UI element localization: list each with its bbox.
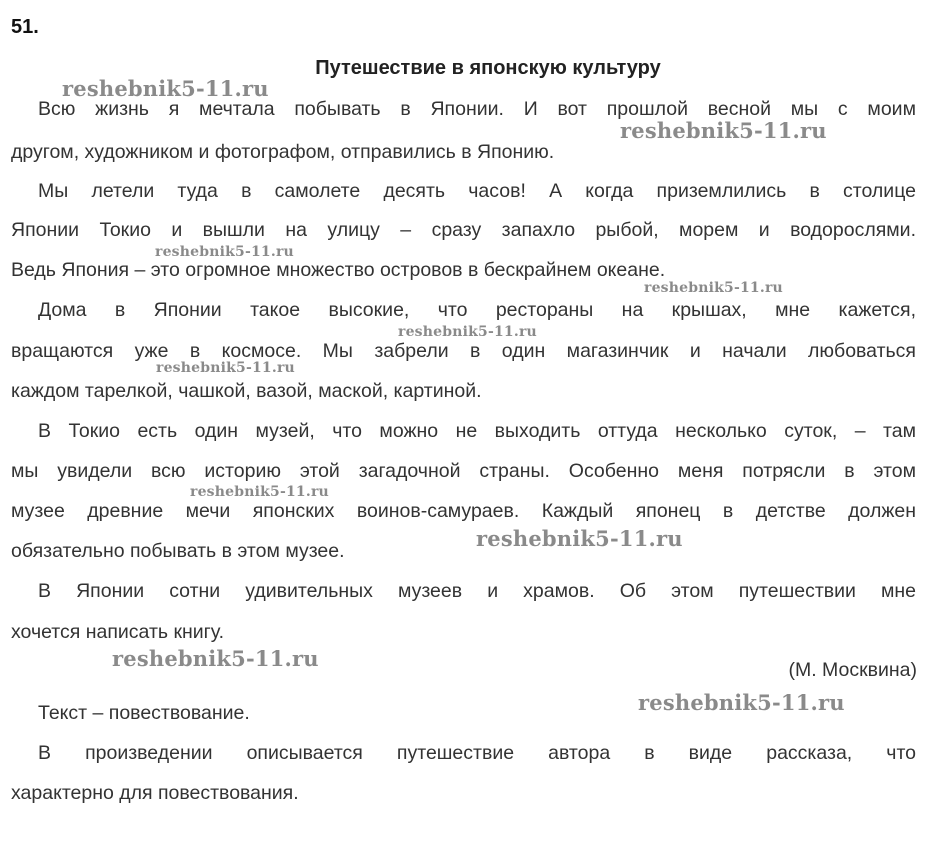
text-line: Дома в Японии такое высокие, что рестораны на крышах, мне кажется,	[38, 299, 916, 321]
text-line: вращаются уже в космосе. Мы забрели в один магазинчик и начали любоваться	[11, 340, 916, 362]
watermark: reshebnik5-11.ru	[476, 526, 683, 551]
exercise-number: 51.	[11, 16, 39, 38]
watermark: reshebnik5-11.ru	[155, 244, 294, 260]
text-line: хочется написать книгу.	[11, 621, 225, 643]
text-line: В Токио есть один музей, что можно не выходить оттуда несколько суток, – там	[38, 420, 916, 442]
author-attribution: (М. Москвина)	[788, 659, 917, 681]
text-title: Путешествие в японскую культуру	[315, 57, 661, 79]
answer-line: В произведении описывается путешествие автора в виде рассказа, что	[38, 742, 916, 764]
watermark: reshebnik5-11.ru	[190, 484, 329, 500]
text-line: мы увидели всю историю этой загадочной страны. Особенно меня потрясли в этом	[11, 460, 916, 482]
watermark: reshebnik5-11.ru	[398, 324, 537, 340]
watermark: reshebnik5-11.ru	[620, 118, 827, 143]
text-line: музее древние мечи японских воинов-самураев. Каждый японец в детстве должен	[11, 500, 916, 522]
watermark: reshebnik5-11.ru	[644, 280, 783, 296]
watermark: reshebnik5-11.ru	[112, 646, 319, 671]
watermark: reshebnik5-11.ru	[62, 76, 269, 101]
text-line: Ведь Япония – это огромное множество островов в бескрайнем океане.	[11, 259, 666, 281]
answer-line: характерно для повествования.	[11, 782, 299, 804]
text-line: другом, художником и фотографом, отправились в Японию.	[11, 141, 555, 163]
watermark: reshebnik5-11.ru	[638, 690, 845, 715]
text-line: Мы летели туда в самолете десять часов! А когда приземлились в столице	[38, 180, 916, 202]
text-line: обязательно побывать в этом музее.	[11, 540, 345, 562]
text-line: Всю жизнь я мечтала побывать в Японии. И вот прошлой весной мы с моим	[38, 98, 916, 120]
text-line: каждом тарелкой, чашкой, вазой, маской, картиной.	[11, 380, 482, 402]
text-line: Японии Токио и вышли на улицу – сразу запахло рыбой, морем и водорослями.	[11, 219, 916, 241]
answer-line: Текст – повествование.	[38, 702, 250, 724]
watermark: reshebnik5-11.ru	[156, 360, 295, 376]
text-line: В Японии сотни удивительных музеев и храмов. Об этом путешествии мне	[38, 580, 916, 602]
